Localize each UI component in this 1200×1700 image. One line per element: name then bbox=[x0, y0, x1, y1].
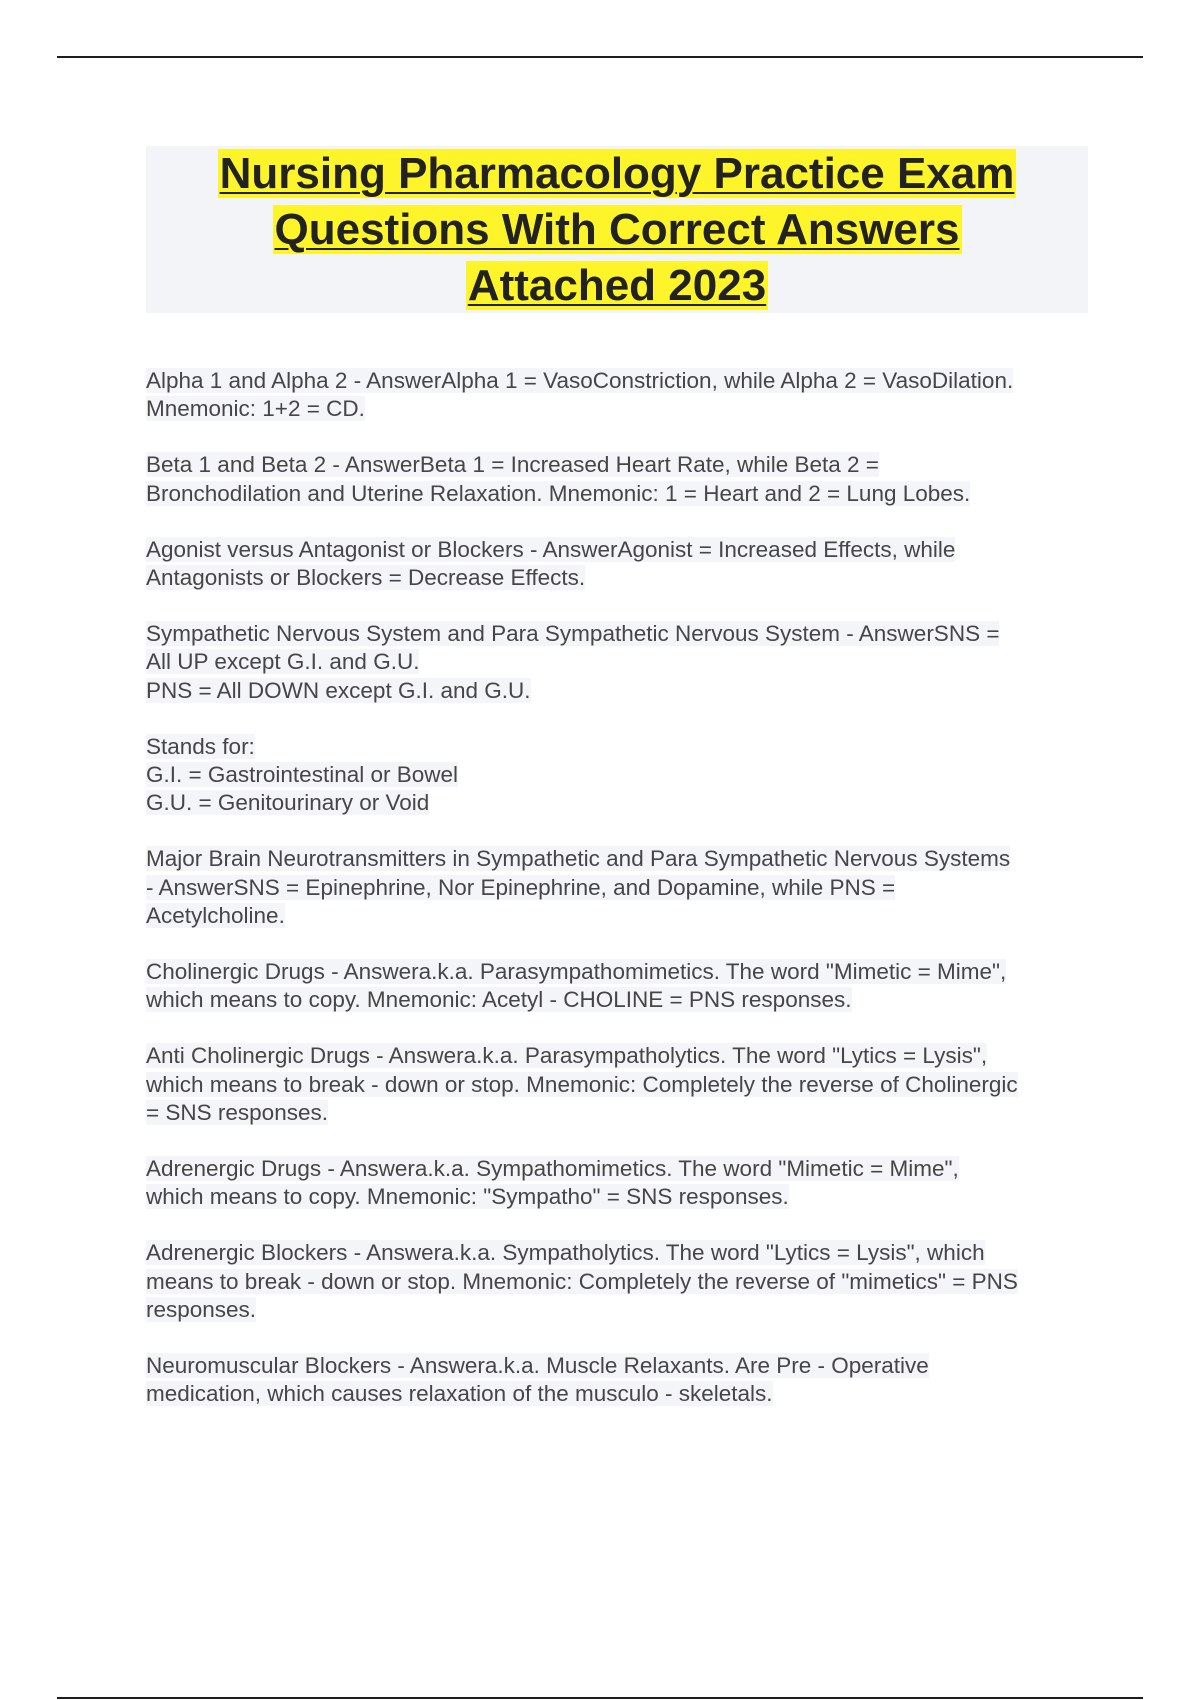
qa-entry bbox=[146, 451, 1088, 507]
qa-entry-line bbox=[146, 1296, 1088, 1324]
qa-entry-text: which means to copy. Mnemonic: "Sympatho" = SNS responses. bbox=[146, 1184, 789, 1210]
qa-entry-text: Adrenergic Blockers - Answera.k.a. Sympatholytics. The word "Lytics = Lysis", which bbox=[146, 1240, 985, 1266]
qa-entry-line bbox=[146, 1268, 1088, 1296]
qa-entry-line bbox=[146, 845, 1088, 873]
qa-entry-line bbox=[146, 986, 1088, 1014]
qa-entry-line bbox=[146, 789, 1088, 817]
qa-entry-line bbox=[146, 958, 1088, 986]
qa-entry-text: Adrenergic Drugs - Answera.k.a. Sympathomimetics. The word "Mimetic = Mime", bbox=[146, 1156, 959, 1182]
qa-entry-text: - AnswerSNS = Epinephrine, Nor Epinephrine, and Dopamine, while PNS = bbox=[146, 874, 896, 900]
qa-entry bbox=[146, 367, 1088, 423]
top-rule bbox=[57, 56, 1143, 58]
qa-entry-line bbox=[146, 1183, 1088, 1211]
qa-entry-line bbox=[146, 761, 1088, 789]
qa-entry-text: Alpha 1 and Alpha 2 - AnswerAlpha 1 = VasoConstriction, while Alpha 2 = VasoDilation. bbox=[146, 368, 1014, 393]
qa-entry-line bbox=[146, 367, 1088, 395]
qa-entry-text: means to break - down or stop. Mnemonic: Completely the reverse of "mimetics" = PNS bbox=[146, 1268, 1018, 1294]
qa-entry-text: which means to copy. Mnemonic: Acetyl - CHOLINE = PNS responses. bbox=[146, 987, 852, 1013]
qa-entry-text: Stands for: bbox=[146, 733, 255, 759]
title-line: Questions With Correct Answers bbox=[274, 204, 960, 254]
title-banner bbox=[146, 146, 1088, 313]
qa-entry-line bbox=[146, 480, 1088, 508]
qa-entry-text: Neuromuscular Blockers - Answera.k.a. Muscle Relaxants. Are Pre - Operative bbox=[146, 1353, 929, 1379]
qa-entry-line bbox=[146, 564, 1088, 592]
qa-entry-text: which means to break - down or stop. Mnemonic: Completely the reverse of Cholinergic bbox=[146, 1071, 1018, 1097]
qa-entry-line bbox=[146, 395, 1088, 423]
qa-entry-text: PNS = All DOWN except G.I. and G.U. bbox=[146, 677, 531, 703]
document-title bbox=[218, 146, 1017, 314]
qa-entry-line bbox=[146, 620, 1088, 648]
bottom-rule bbox=[57, 1697, 1143, 1699]
qa-entry-line bbox=[146, 1042, 1088, 1070]
qa-entry-line bbox=[146, 1155, 1088, 1183]
qa-entry-line bbox=[146, 451, 1088, 479]
qa-entry-text: medication, which causes relaxation of the musculo - skeletals. bbox=[146, 1381, 773, 1407]
qa-entry-line bbox=[146, 648, 1088, 676]
qa-entry-text: Mnemonic: 1+2 = CD. bbox=[146, 396, 365, 422]
qa-entry-text: Agonist versus Antagonist or Blockers - AnswerAgonist = Increased Effects, while bbox=[146, 536, 956, 562]
qa-entry-text: Antagonists or Blockers = Decrease Effects. bbox=[146, 565, 586, 591]
qa-entry-line bbox=[146, 1071, 1088, 1099]
qa-entry-text: Acetylcholine. bbox=[146, 902, 285, 928]
qa-entry-line bbox=[146, 1352, 1088, 1380]
qa-entry-text: G.U. = Genitourinary or Void bbox=[146, 790, 430, 816]
qa-entry bbox=[146, 1239, 1088, 1324]
qa-entry bbox=[146, 845, 1088, 930]
qa-entry-text: Beta 1 and Beta 2 - AnswerBeta 1 = Increased Heart Rate, while Beta 2 = bbox=[146, 452, 879, 478]
title-line: Attached 2023 bbox=[467, 260, 767, 310]
qa-entry-text: = SNS responses. bbox=[146, 1099, 328, 1125]
qa-entry-line bbox=[146, 1380, 1088, 1408]
qa-list bbox=[146, 367, 1088, 1436]
qa-entry-text: All UP except G.I. and G.U. bbox=[146, 649, 420, 675]
qa-entry bbox=[146, 958, 1088, 1014]
qa-entry-text: responses. bbox=[146, 1296, 257, 1322]
qa-entry-text: Major Brain Neurotransmitters in Sympathetic and Para Sympathetic Nervous Systems bbox=[146, 846, 1011, 872]
qa-entry-line bbox=[146, 1239, 1088, 1267]
qa-entry bbox=[146, 536, 1088, 592]
qa-entry-line bbox=[146, 733, 1088, 761]
qa-entry bbox=[146, 620, 1088, 705]
qa-entry bbox=[146, 1042, 1088, 1127]
title-line: Nursing Pharmacology Practice Exam bbox=[219, 148, 1015, 198]
qa-entry-text: G.I. = Gastrointestinal or Bowel bbox=[146, 762, 459, 788]
qa-entry-text: Sympathetic Nervous System and Para Sympathetic Nervous System - AnswerSNS = bbox=[146, 621, 1000, 647]
qa-entry-text: Anti Cholinergic Drugs - Answera.k.a. Parasympatholytics. The word "Lytics = Lysis", bbox=[146, 1043, 988, 1069]
qa-entry-line bbox=[146, 536, 1088, 564]
qa-entry bbox=[146, 1352, 1088, 1408]
qa-entry-line bbox=[146, 874, 1088, 902]
qa-entry bbox=[146, 733, 1088, 818]
qa-entry-text: Cholinergic Drugs - Answera.k.a. Parasympathomimetics. The word "Mimetic = Mime", bbox=[146, 959, 1007, 985]
qa-entry-line bbox=[146, 1099, 1088, 1127]
qa-entry-line bbox=[146, 902, 1088, 930]
qa-entry-text: Bronchodilation and Uterine Relaxation. Mnemonic: 1 = Heart and 2 = Lung Lobes. bbox=[146, 480, 971, 506]
qa-entry bbox=[146, 1155, 1088, 1211]
qa-entry-line bbox=[146, 677, 1088, 705]
